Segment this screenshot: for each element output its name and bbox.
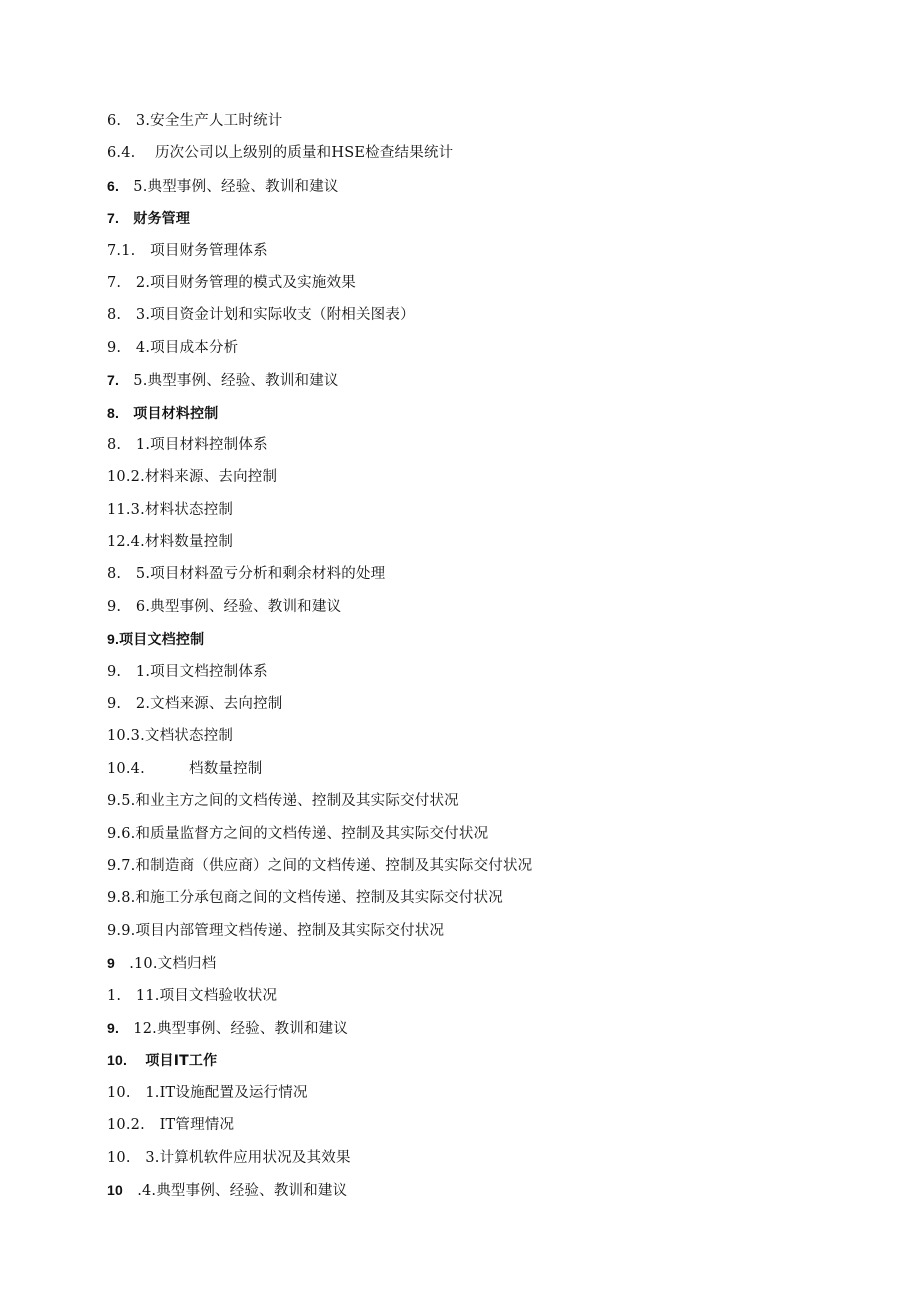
toc-entry [107, 691, 867, 723]
toc-entry-number: 12.4. [107, 534, 145, 551]
toc-entry [107, 302, 867, 334]
toc-entry [107, 1080, 867, 1112]
toc-entry-title: 历次公司以上级别的质量和HSE检查结果统计 [154, 145, 454, 162]
toc-entry-title: 文档状态控制 [144, 728, 234, 745]
toc-entry-number: 10. 1. [107, 1084, 160, 1101]
toc-entry [107, 723, 867, 755]
toc-entry [107, 918, 867, 950]
toc-entry [107, 108, 867, 140]
toc-entry [107, 464, 867, 496]
toc-entry [107, 1047, 867, 1079]
toc-entry-number: 6. 3. [107, 113, 151, 129]
toc-entry [107, 335, 867, 367]
toc-entry-title: 和制造商（供应商）之间的文档传递、控制及其实际交付状况 [135, 857, 533, 874]
toc-entry [107, 529, 867, 561]
toc-entry-number: 7.1. [107, 242, 151, 259]
toc-entry [107, 1015, 867, 1047]
toc-entry-title: 材料数量控制 [144, 534, 234, 551]
toc-entry-number: 9.7. [107, 857, 136, 874]
toc-entry [107, 173, 867, 205]
toc-entry-number: 9. 6. [107, 598, 151, 615]
toc-entry [107, 659, 867, 691]
toc-entry [107, 1112, 867, 1144]
toc-entry-number: 10.2. [107, 1117, 160, 1134]
toc-entry [107, 367, 867, 399]
toc-entry-number: 7. [107, 210, 134, 227]
toc-entry [107, 788, 867, 820]
toc-entry-title: 项目文档控制 [119, 632, 205, 649]
toc-entry-number: 10. [107, 1052, 146, 1069]
toc-entry [107, 1177, 867, 1209]
toc-entry-title: 5.典型事例、经验、教训和建议 [133, 178, 339, 195]
toc-entry-title: 文档来源、去向控制 [150, 696, 283, 713]
toc-entry-number: 9.5. [107, 793, 136, 810]
toc-entry-number: 9. [107, 631, 120, 648]
toc-entry-title: 12.典型事例、经验、教训和建议 [133, 1020, 349, 1037]
toc-entry-number: 10.4. [107, 760, 189, 777]
toc-entry-title: 项目文档验收状况 [159, 987, 278, 1004]
toc-entry-number: 1. 11. [107, 987, 160, 1004]
toc-entry-number: 10. 3. [107, 1149, 160, 1166]
toc-entry [107, 238, 867, 270]
toc-entry-number: 10.3. [107, 728, 145, 745]
toc-entry-title: 材料状态控制 [144, 501, 234, 518]
toc-entry [107, 821, 867, 853]
toc-entry-title: 和质量监督方之间的文档传递、控制及其实际交付状况 [135, 825, 489, 842]
toc-entry [107, 205, 867, 237]
toc-entry [107, 1145, 867, 1177]
table-of-contents [107, 108, 867, 1209]
toc-entry [107, 432, 867, 464]
toc-entry-number: 9. 1. [107, 663, 151, 680]
toc-entry-title: 5.典型事例、经验、教训和建议 [133, 373, 339, 390]
toc-entry [107, 140, 867, 172]
toc-entry-number: 6.4. [107, 145, 155, 162]
toc-entry-title: IT设施配置及运行情况 [159, 1084, 308, 1101]
toc-entry-title: 项目成本分析 [150, 339, 239, 356]
toc-entry-title: IT管理情况 [159, 1117, 235, 1134]
toc-entry [107, 853, 867, 885]
toc-entry-title: 项目财务管理的模式及实施效果 [150, 274, 356, 291]
toc-entry-title: 项目材料盈亏分析和剩余材料的处理 [150, 566, 386, 583]
toc-entry-title: 项目材料控制体系 [150, 436, 268, 453]
toc-entry-title: 项目IT工作 [145, 1053, 218, 1070]
toc-entry [107, 594, 867, 626]
toc-entry-title: 安全生产人工时统计 [150, 113, 283, 129]
toc-entry [107, 756, 867, 788]
toc-entry-title: 项目财务管理体系 [150, 242, 268, 259]
toc-entry-title: .4.典型事例、经验、教训和建议 [137, 1182, 348, 1199]
toc-entry-number: 9. [107, 1019, 134, 1036]
toc-entry-number: 11.3. [107, 501, 145, 518]
toc-entry-title: 财务管理 [133, 211, 191, 228]
toc-entry-title: 典型事例、经验、教训和建议 [150, 598, 342, 615]
toc-entry-number: 8. 5. [107, 566, 151, 583]
toc-entry-number: 8. [107, 404, 134, 421]
toc-entry-title: 材料来源、去向控制 [144, 469, 278, 486]
toc-entry-title: 档数量控制 [189, 760, 263, 777]
toc-entry-number: 10 [107, 1181, 138, 1198]
toc-entry [107, 983, 867, 1015]
toc-entry [107, 270, 867, 302]
toc-entry-title: 项目材料控制 [133, 405, 219, 422]
toc-entry-number: 9. 4. [107, 339, 151, 356]
toc-entry-number: 7. [107, 372, 134, 389]
toc-entry-number: 6. [107, 177, 134, 194]
toc-entry-title: 项目内部管理文档传递、控制及其实际交付状况 [135, 922, 445, 939]
toc-entry-title: 计算机软件应用状况及其效果 [159, 1149, 351, 1166]
toc-entry-title: 项目文档控制体系 [150, 663, 268, 680]
toc-entry-number: 9.9. [107, 922, 136, 939]
toc-entry-number: 9 [107, 955, 130, 972]
toc-entry-number: 10.2. [107, 469, 145, 486]
toc-entry-number: 9.8. [107, 890, 136, 907]
toc-entry [107, 497, 867, 529]
toc-entry [107, 561, 867, 593]
toc-entry-number: 9.6. [107, 825, 136, 842]
toc-entry-title: .10.文档归档 [129, 956, 217, 973]
toc-entry-number: 8. 1. [107, 436, 151, 453]
toc-entry-number: 8. 3. [107, 307, 151, 324]
toc-entry-title: 和业主方之间的文档传递、控制及其实际交付状况 [135, 793, 459, 810]
toc-entry [107, 885, 867, 917]
toc-entry [107, 626, 867, 658]
toc-entry-number: 9. 2. [107, 696, 151, 713]
toc-entry-number: 7. 2. [107, 274, 151, 291]
toc-entry-title: 和施工分承包商之间的文档传递、控制及其实际交付状况 [135, 890, 503, 907]
toc-entry [107, 950, 867, 982]
toc-entry [107, 400, 867, 432]
toc-entry-title: 项目资金计划和实际收支（附相关图表） [150, 307, 415, 324]
